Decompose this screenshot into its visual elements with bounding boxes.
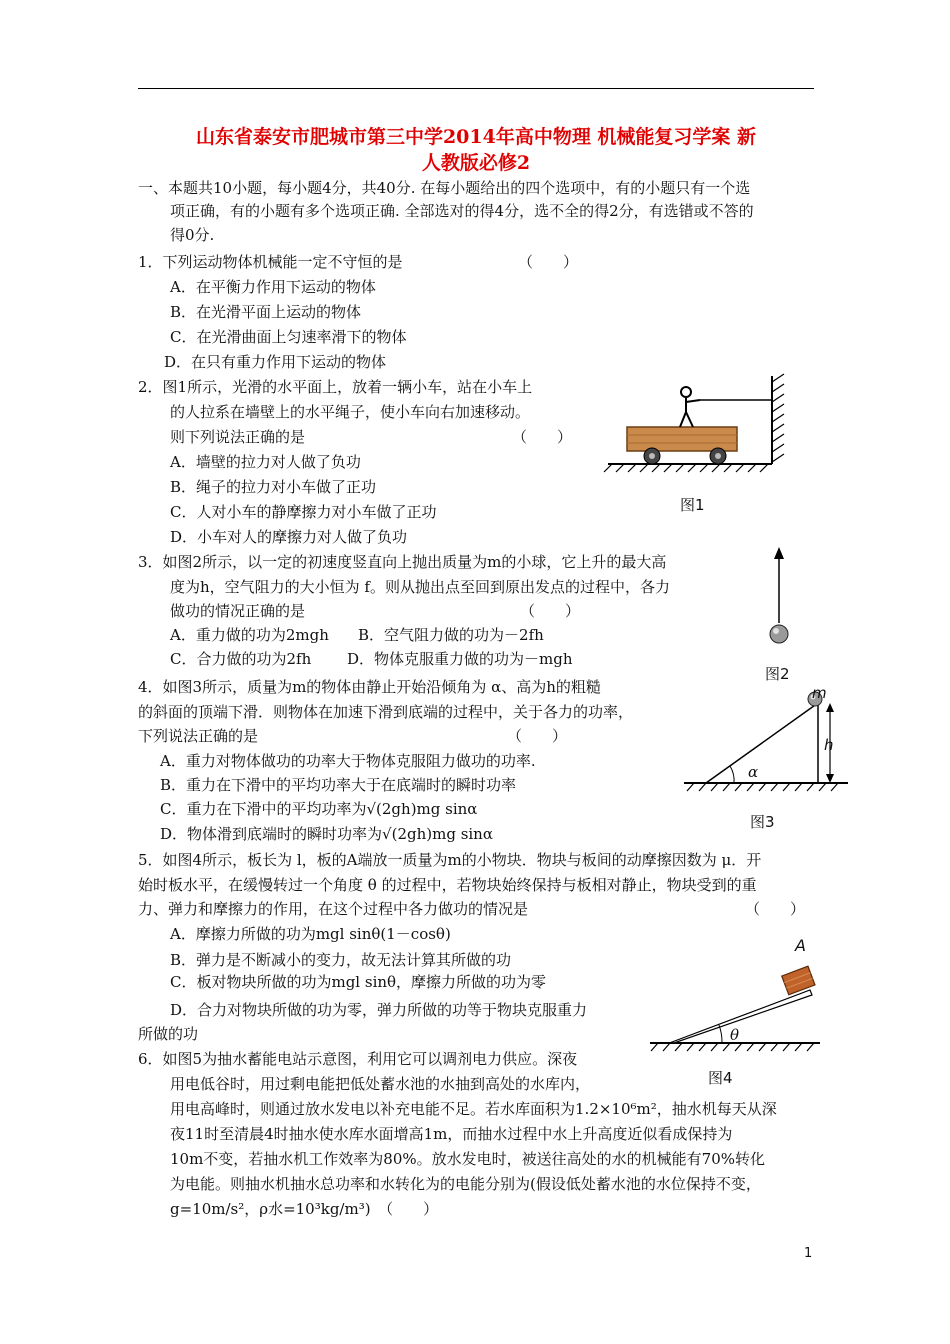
- q5-stem-line3: 力、弹力和摩擦力的作用，在这个过程中各力做功的情况是: [138, 900, 529, 918]
- q4-option-d: D．物体滑到底端时的瞬时功率为√(2gh)mg sinα: [160, 825, 493, 843]
- q2-answer-bracket: （ ）: [512, 428, 573, 446]
- q2-option-d: D．小车对人的摩擦力对人做了负功: [170, 528, 408, 546]
- q2-option-b: B．绳子的拉力对小车做了正功: [170, 478, 377, 496]
- q1-option-b: B．在光滑平面上运动的物体: [170, 303, 362, 321]
- q5-option-a: A．摩擦力所做的功为mgl sinθ(1－cosθ): [170, 925, 451, 943]
- document-title-line2: 人教版必修2: [421, 152, 531, 174]
- document-title-line1: 山东省泰安市肥城市第三中学2014年高中物理 机械能复习学案 新: [195, 126, 757, 148]
- q1-answer-bracket: （ ）: [518, 253, 579, 271]
- q3-option-c: C．合力做的功为2fh: [170, 650, 312, 668]
- q4-stem-line3: 下列说法正确的是: [138, 727, 259, 745]
- q1-option-d: D．在只有重力作用下运动的物体: [164, 353, 387, 371]
- q3-stem-line2: 度为h，空气阻力的大小恒为 f。则从抛出点至回到原出发点的过程中，各力: [170, 578, 670, 596]
- figure2-label: 图2: [765, 665, 790, 683]
- q5-stem-line2: 始时板水平，在缓慢转过一个角度 θ 的过程中，若物块始终保持与板相对静止，物块受到的重: [138, 876, 757, 894]
- q1-option-a: A．在平衡力作用下运动的物体: [170, 278, 376, 296]
- header-rule: [138, 88, 814, 89]
- q5-option-b: B．弹力是不断减小的变力，故无法计算其所做的功: [170, 951, 512, 969]
- q6-stem-line5: 10m不变，若抽水机工作效率为80%。放水发电时，被送往高处的水的机械能有70%转化: [170, 1150, 765, 1168]
- q2-option-a: A．墙壁的拉力对人做了负功: [170, 453, 361, 471]
- intro-line2: 项正确，有的小题有多个选项正确. 全部选对的得4分，选不全的得2分，有选错或不答的: [170, 202, 754, 220]
- q2-stem-line2: 的人拉系在墙壁上的水平绳子，使小车向右加速移动。: [170, 403, 531, 421]
- q5-option-d-cont: 所做的功: [138, 1025, 199, 1043]
- intro-line1: 一、本题共10小题，每小题4分，共40分. 在每小题给出的四个选项中，有的小题只有一个选: [138, 179, 751, 197]
- figure3-height-label: h: [824, 736, 834, 754]
- figure1-label: 图1: [680, 496, 705, 514]
- figure4-label: 图4: [708, 1069, 733, 1087]
- q5-stem-line1: 5．如图4所示，板长为 l，板的A端放一质量为m的小物块．物块与板间的动摩擦因数为 μ．开: [138, 851, 762, 869]
- q5-option-d: D．合力对物块所做的功为零，弹力所做的功等于物块克服重力: [170, 1001, 588, 1019]
- figure4-angle-label: θ: [730, 1026, 740, 1044]
- q2-stem-line3: 则下列说法正确的是: [170, 428, 306, 446]
- q4-option-a: A．重力对物体做功的功率大于物体克服阻力做功的功率.: [160, 752, 536, 770]
- q3-stem-line1: 3．如图2所示，以一定的初速度竖直向上抛出质量为m的小球，它上升的最大高: [138, 553, 667, 571]
- q4-stem-line2: 的斜面的顶端下滑．则物体在加速下滑到底端的过程中，关于各力的功率，: [138, 703, 634, 721]
- q3-answer-bracket: （ ）: [520, 602, 581, 620]
- figure4-point-a-label: A: [795, 936, 806, 955]
- q3-stem-line3: 做功的情况正确的是: [170, 602, 306, 620]
- q6-stem-line7: g=10m/s²，ρ水=10³kg/m³) （ ）: [170, 1200, 439, 1218]
- q4-stem-line1: 4．如图3所示，质量为m的物体由静止开始沿倾角为 α、高为h的粗糙: [138, 678, 601, 696]
- q2-option-c: C．人对小车的静摩擦力对小车做了正功: [170, 503, 437, 521]
- q6-stem-line1: 6．如图5为抽水蓄能电站示意图，利用它可以调剂电力供应。深夜: [138, 1050, 578, 1068]
- page-number: 1: [804, 1246, 813, 1261]
- q4-option-b: B．重力在下滑中的平均功率大于在底端时的瞬时功率: [160, 776, 517, 794]
- figure3-mass-label: m: [812, 684, 827, 702]
- q5-option-c: C．板对物块所做的功为mgl sinθ，摩擦力所做的功为零: [170, 973, 547, 991]
- figure2-ball-diagram: [765, 545, 795, 650]
- q5-answer-bracket: （ ）: [745, 900, 806, 918]
- q4-answer-bracket: （ ）: [507, 727, 568, 745]
- q6-stem-line6: 为电能。则抽水机抽水总功率和水转化为的电能分别为(假设低处蓄水池的水位保持不变，: [170, 1175, 761, 1193]
- q6-stem-line3: 用电高峰时，则通过放水发电以补充电能不足。若水库面积为1.2×10⁶m²，抽水机每天从深: [170, 1100, 777, 1118]
- q2-stem-line1: 2．图1所示，光滑的水平面上，放着一辆小车，站在小车上: [138, 378, 533, 396]
- figure1-cart-diagram: [600, 372, 810, 472]
- q3-option-b: B．空气阻力做的功为－2fh: [358, 626, 544, 644]
- q6-stem-line4: 夜11时至清晨4时抽水使水库水面增高1m，而抽水过程中水上升高度近似看成保持为: [170, 1125, 733, 1143]
- q6-stem-line2: 用电低谷时，用过剩电能把低处蓄水池的水抽到高处的水库内，: [170, 1075, 591, 1093]
- intro-line3: 得0分.: [170, 226, 215, 244]
- q3-option-d: D．物体克服重力做的功为－mgh: [347, 650, 573, 668]
- figure3-label: 图3: [750, 813, 775, 831]
- figure3-angle-label: α: [748, 763, 759, 781]
- q1-option-c: C．在光滑曲面上匀速率滑下的物体: [170, 328, 407, 346]
- q1-stem: 1．下列运动物体机械能一定不守恒的是: [138, 253, 403, 271]
- q4-option-c: C．重力在下滑中的平均功率为√(2gh)mg sinα: [160, 800, 478, 818]
- q3-option-a: A．重力做的功为2mgh: [170, 626, 329, 644]
